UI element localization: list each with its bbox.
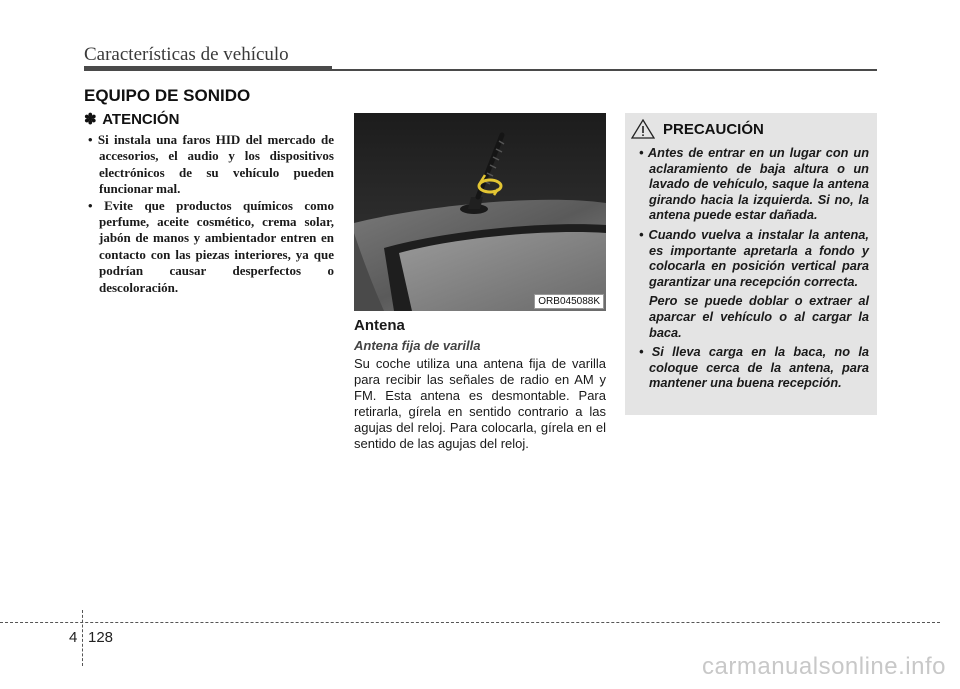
antenna-illustration (354, 113, 606, 311)
antena-subtitle: Antena fija de varilla (354, 338, 481, 353)
warning-triangle-icon (631, 119, 655, 139)
list-item: • Si instala una faros HID del mercado de accesorios, el audio y los dispositivos electrónicos de su vehículo pueden funcionar mal. (84, 132, 334, 198)
list-item-continuation: Pero se puede doblar o extraer al aparcar el vehículo o al cargar la baca. (649, 293, 869, 340)
footer-vertical-divider (82, 610, 83, 666)
antenna-photo (354, 113, 606, 311)
header-rule-thick (84, 66, 332, 71)
header-rule-thin (332, 69, 877, 71)
asterisk-icon: ✽ (84, 111, 97, 128)
precaucion-title: PRECAUCIÓN (663, 120, 764, 138)
page-number: 128 (88, 629, 114, 646)
precaucion-heading (631, 119, 764, 139)
list-item: • Antes de entrar en un lugar con un aclaramiento de baja altura o un lavado de vehículo, saque la antena girando hacia la izquierda. Si no, la antena puede estar dañada. (633, 145, 869, 223)
page-header-title: Características de vehículo (84, 44, 289, 65)
atencion-list (84, 132, 334, 296)
footer-divider (0, 622, 940, 623)
watermark: carmanualsonline.info (702, 653, 946, 680)
list-item: • Si lleva carga en la baca, no la coloque cerca de la antena, para mantener una buena recepción. (633, 344, 869, 391)
chapter-number: 4 (69, 629, 78, 646)
photo-caption: ORB045088K (534, 294, 604, 309)
precaucion-list (633, 145, 869, 391)
precaucion-box (625, 113, 877, 415)
antena-column (354, 113, 606, 452)
atencion-column (84, 110, 334, 296)
section-title: EQUIPO DE SONIDO (84, 86, 251, 105)
atencion-heading (84, 110, 334, 128)
antena-title: Antena (354, 317, 405, 334)
antena-body: Su coche utiliza una antena fija de varilla para recibir las señales de radio en AM y FM. Esta antena es desmontable. Para retirarla, gírela en sentido contrario a las agujas del reloj. Para colocarla, gírela en el sentido de las agujas del reloj. (354, 356, 606, 451)
list-item: • Evite que productos químicos como perfume, aceite cosmético, crema solar, jabón de manos y ambientador entren en contacto con las piezas interiores, ya que podrían causar desperfectos o descoloración. (84, 198, 334, 296)
list-item: • Cuando vuelva a instalar la antena, es importante apretarla a fondo y colocarla en posición vertical para garantizar una recepción correcta. (633, 227, 869, 289)
atencion-title: ATENCIÓN (102, 111, 180, 128)
